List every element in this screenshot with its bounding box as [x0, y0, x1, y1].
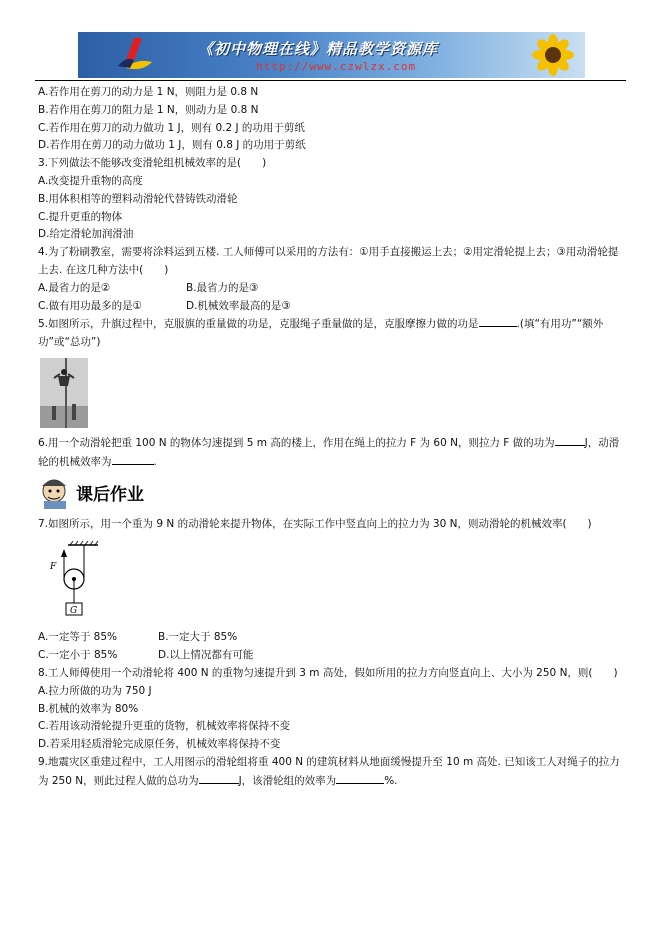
option-b: B.最省力的是③	[186, 281, 259, 294]
option-line: C.若作用在剪刀的动力做功 1 J，则有 0.2 J 的功用于剪纸	[38, 121, 305, 134]
answer-blank[interactable]	[336, 772, 384, 784]
question-text: ，克服摩擦力做的功是	[373, 318, 479, 331]
question-text: 6.用一个动滑轮把重 100 N 的物体匀速提到 5 m 高的楼上，作用在绳上的拉力 F 为 60 N，则拉力 F 做的功为	[38, 436, 555, 449]
question-text: ，克服绳子重量做的是	[268, 318, 374, 331]
question-text: J，动滑轮的机械效率为	[38, 436, 620, 468]
question-text: .(填“有用功”“额外功”或“总功”)	[38, 318, 604, 349]
option-row	[38, 647, 626, 665]
worksheet-content	[38, 84, 626, 791]
option-row	[38, 629, 626, 647]
header-rule	[35, 80, 626, 81]
question-text: J，该滑轮组的效率为	[238, 774, 337, 787]
weight-label: G	[70, 606, 78, 617]
homework-label: 课后作业	[76, 484, 144, 505]
option-line: B.用体积相等的塑料动滑轮代替铸铁动滑轮	[38, 192, 238, 205]
option-line: B.若作用在剪刀的阻力是 1 N，则动力是 0.8 N	[38, 103, 259, 116]
option-row	[38, 298, 626, 316]
header-banner	[78, 32, 585, 78]
question-text: 9.地震灾区重建过程中，工人用图示的滑轮组将重 400 N 的建筑材料从地面缓慢提升至 10 m 高处. 已知该工人对绳子的拉力为 250 N，则此过程人做的总功为	[38, 755, 620, 787]
option-d: D.机械效率最高的是③	[186, 299, 291, 312]
force-label: F	[50, 562, 57, 573]
option-line: A.若作用在剪刀的动力是 1 N，则阻力是 0.8 N	[38, 86, 259, 98]
banner-url[interactable]: http://www.czwlzx.com	[256, 60, 417, 73]
banner-title: 《初中物理在线》精品教学资源库	[198, 40, 439, 58]
option-line: B.机械的效率为 80%	[38, 702, 139, 715]
answer-blank[interactable]	[199, 772, 239, 784]
answer-blank[interactable]	[555, 434, 585, 446]
option-a: A.一定等于 85%	[38, 631, 118, 644]
question-text: .	[153, 455, 157, 468]
question-9	[38, 754, 626, 791]
question-5	[38, 315, 626, 352]
option-line: A.改变提升重物的高度	[38, 174, 143, 187]
option-a: A.最省力的是②	[38, 281, 111, 294]
question-4: 4.为了粉刷教室，需要将涂料运到五楼. 工人师傅可以采用的方法有：①用手直接搬运上去；②用定滑轮提上去；③用动滑轮提上去. 在这几种方法中( )	[38, 246, 619, 276]
answer-blank[interactable]	[112, 453, 154, 465]
answer-blank[interactable]	[479, 315, 517, 327]
option-b: B.一定大于 85%	[158, 631, 238, 644]
option-line: C.若用该动滑轮提升更重的货物，机械效率将保持不变	[38, 720, 291, 733]
czwlzx-logo-icon	[112, 36, 160, 74]
option-line: A.拉力所做的功为 750 J	[38, 684, 152, 697]
option-c: C.做有用功最多的是①	[38, 299, 143, 312]
option-d: D.以上情况都有可能	[158, 649, 254, 662]
movable-pulley-diagram	[42, 539, 102, 623]
question-text: %.	[384, 774, 398, 787]
option-row	[38, 280, 626, 298]
flag-raising-photo	[40, 358, 88, 428]
option-line: D.若作用在剪刀的动力做功 1 J，则有 0.8 J 的功用于剪纸	[38, 139, 306, 152]
question-3: 3.下列做法不能够改变滑轮组机械效率的是( )	[38, 157, 267, 170]
option-line: D.给定滑轮加润滑油	[38, 228, 134, 241]
sunflower-icon	[523, 33, 583, 77]
question-text: 5.如图所示，升旗过程中，克服旗的重量做的功是	[38, 318, 269, 331]
question-6	[38, 434, 626, 472]
option-line: D.若采用轻质滑轮完成原任务，机械效率将保持不变	[38, 738, 281, 751]
option-c: C.一定小于 85%	[38, 649, 118, 662]
homework-section-icon	[36, 476, 172, 510]
option-line: C.提升更重的物体	[38, 210, 123, 223]
question-7: 7.如图所示，用一个重为 9 N 的动滑轮来提升物体，在实际工作中竖直向上的拉力为 30 N，则动滑轮的机械效率( )	[38, 517, 592, 530]
question-8: 8.工人师傅使用一个动滑轮将 400 N 的重物匀速提升到 3 m 高处，假如所用的拉力方向竖直向上、大小为 250 N，则( )	[38, 666, 618, 679]
